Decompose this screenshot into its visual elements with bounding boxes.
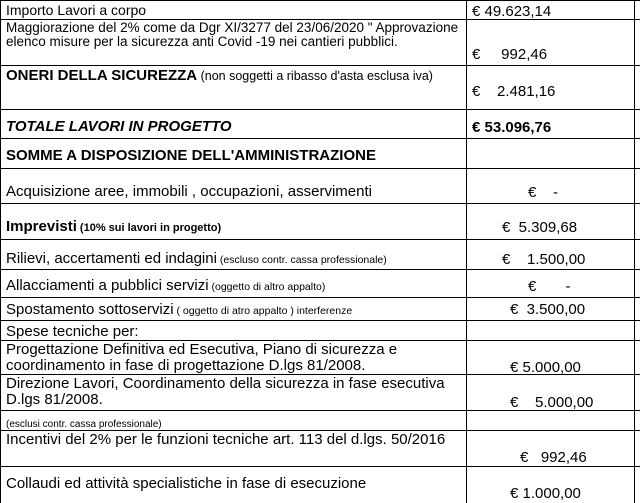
table-row — [0, 169, 640, 204]
row-description: Spese tecniche per: — [6, 323, 139, 340]
row-description-main: Rilievi, accertamenti ed indagini — [6, 250, 217, 267]
table-row — [0, 0, 640, 20]
row-amount: € 1.000,00 — [510, 485, 581, 502]
row-amount: € 992,46 — [520, 449, 587, 466]
row-description — [6, 68, 464, 84]
row-description-main: Spostamento sottoservizi — [6, 301, 174, 318]
column-divider-left — [0, 0, 1, 503]
row-description: Incentivi del 2% per le funzioni tecniche art. 113 del d.lgs. 50/2016 — [6, 431, 446, 448]
table-row — [0, 341, 640, 375]
row-description-note: ( oggetto di atro appalto ) interferenze — [173, 305, 353, 317]
section-heading: SOMME A DISPOSIZIONE DELL'AMMINISTRAZIONE — [6, 147, 376, 164]
row-description-note: (non soggetti a ribasso d'asta esclusa iva) — [197, 69, 433, 83]
row-description: Maggiorazione del 2% come da Dgr XI/3277 del 23/06/2020 " Approvazione elenco misure per la sicurezza anti Covid -19 nei cantieri pubblici. — [6, 20, 459, 49]
row-description-main: Allacciamenti a pubblici servizi — [6, 277, 209, 294]
table-row — [0, 139, 640, 169]
table-row — [0, 411, 640, 431]
row-amount: € 5.000,00 — [510, 394, 594, 411]
column-divider-right — [634, 0, 635, 503]
row-description — [6, 251, 464, 268]
table-row — [0, 270, 640, 298]
table-row — [0, 321, 640, 341]
row-description-main: Imprevisti — [6, 218, 77, 235]
row-amount: € 49.623,14 — [472, 3, 552, 20]
table-row — [0, 467, 640, 503]
row-amount: € - — [528, 278, 571, 295]
row-description-main: ONERI DELLA SICUREZZA — [6, 67, 198, 84]
table-row — [0, 66, 640, 110]
row-amount: € 5.309,68 — [502, 219, 578, 236]
column-divider-middle — [466, 0, 467, 503]
table-row — [0, 431, 640, 467]
table-row — [0, 20, 640, 66]
row-description: Direzione Lavori, Coordinamento della sicurezza in fase esecutiva D.lgs 81/2008. — [6, 375, 445, 408]
row-description-note: (escluso contr. cassa professionale) — [216, 254, 387, 266]
table-row — [0, 240, 640, 270]
row-amount: € - — [528, 184, 559, 201]
table-row — [0, 204, 640, 240]
row-description: Acquisizione aree, immobili , occupazioni, asservimenti — [6, 183, 372, 200]
row-description: (esclusi contr. cassa professionale) — [6, 419, 162, 430]
row-amount: € 3.500,00 — [510, 301, 586, 318]
row-amount: € 53.096,76 — [472, 119, 552, 136]
row-description — [6, 278, 464, 295]
table-row — [0, 298, 640, 321]
row-description: Collaudi ed attività specialistiche in fase di esecuzione — [6, 475, 367, 492]
row-description-note: (oggetto di altro appalto) — [208, 281, 326, 293]
table-row — [0, 375, 640, 411]
table-row — [0, 110, 640, 139]
row-amount: € 5.000,00 — [510, 359, 581, 376]
row-description — [6, 302, 464, 319]
row-amount: € 992,46 — [472, 46, 548, 63]
row-description: Importo Lavori a corpo — [6, 2, 147, 18]
row-amount: € 1.500,00 — [502, 251, 586, 268]
row-description: TOTALE LAVORI IN PROGETTO — [6, 118, 232, 135]
row-description — [6, 219, 464, 236]
row-amount: € 2.481,16 — [472, 83, 556, 100]
row-description: Progettazione Definitiva ed Esecutiva, Piano di sicurezza e coordinamento in fase di progettazione D.lgs 81/2008. — [6, 341, 398, 374]
row-description-note: (10% sui lavori in progetto) — [76, 222, 222, 234]
